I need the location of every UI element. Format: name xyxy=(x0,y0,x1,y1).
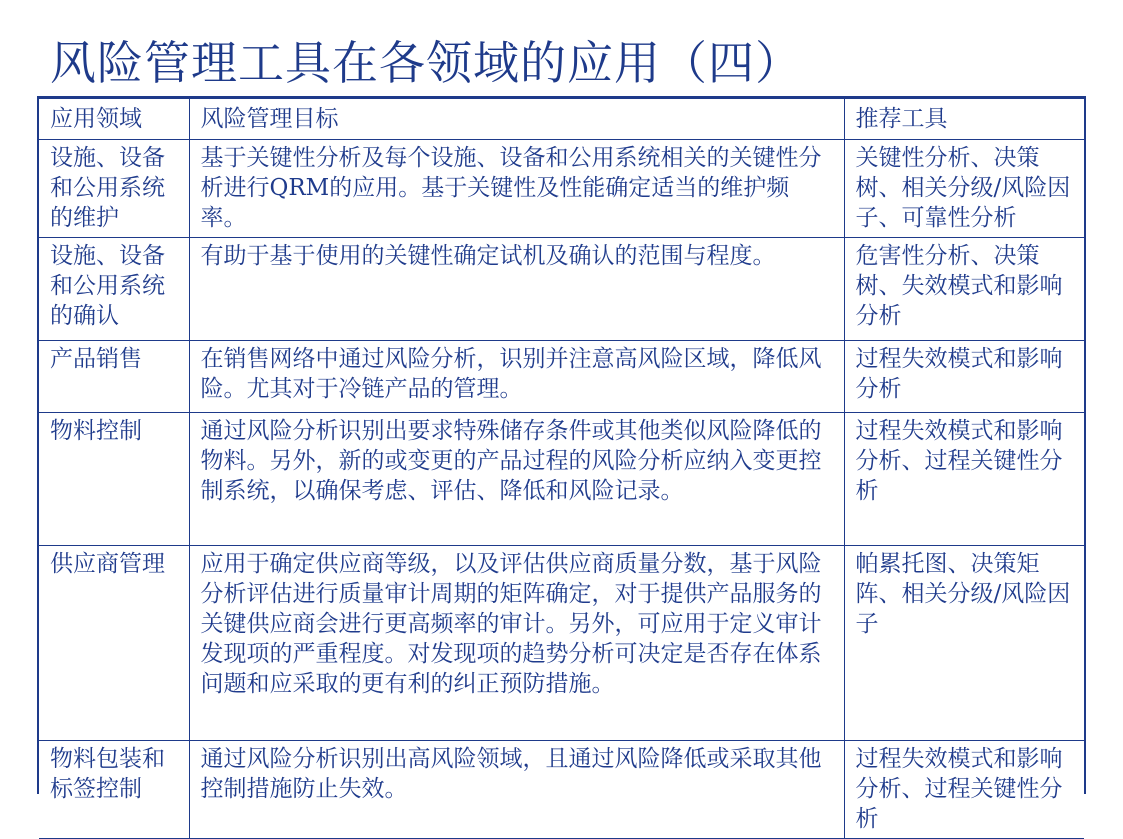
cell-area: 设施、设备和公用系统的维护 xyxy=(39,140,189,238)
cell-area: 产品销售 xyxy=(39,341,189,413)
cell-tools: 危害性分析、决策树、失效模式和影响分析 xyxy=(844,238,1084,341)
cell-tools: 过程失效模式和影响分析、过程关键性分析 xyxy=(844,413,1084,546)
risk-tools-table-container xyxy=(37,96,1086,832)
cell-area: 物料控制 xyxy=(39,413,189,546)
risk-tools-table xyxy=(39,99,1084,839)
cell-tools: 关键性分析、决策树、相关分级/风险因子、可靠性分析 xyxy=(844,140,1084,238)
cell-tools: 过程失效模式和影响分析、过程关键性分析 xyxy=(844,741,1084,839)
cell-area: 物料包装和标签控制 xyxy=(39,741,189,839)
cell-goal: 有助于基于使用的关键性确定试机及确认的范围与程度。 xyxy=(189,238,844,341)
page-title: 风险管理工具在各领域的应用（四） xyxy=(50,36,802,90)
table-row xyxy=(39,140,1084,238)
table-row xyxy=(39,238,1084,341)
table-header-row xyxy=(39,99,1084,140)
header-application-area: 应用领域 xyxy=(39,99,189,140)
cell-goal: 应用于确定供应商等级，以及评估供应商质量分数，基于风险分析评估进行质量审计周期的矩阵确定，对于提供产品服务的关键供应商会进行更高频率的审计。另外，可应用于定义审计发现项的严重程度。对发现项的趋势分析可决定是否存在体系问题和应采取的更有利的纠正预防措施。 xyxy=(189,546,844,741)
table-row xyxy=(39,546,1084,741)
header-recommended-tools: 推荐工具 xyxy=(844,99,1084,140)
cell-goal: 在销售网络中通过风险分析，识别并注意高风险区域，降低风险。尤其对于冷链产品的管理。 xyxy=(189,341,844,413)
header-risk-goal: 风险管理目标 xyxy=(189,99,844,140)
cell-tools: 帕累托图、决策矩阵、相关分级/风险因子 xyxy=(844,546,1084,741)
table-row xyxy=(39,413,1084,546)
cell-tools: 过程失效模式和影响分析 xyxy=(844,341,1084,413)
cell-goal: 通过风险分析识别出高风险领域，且通过风险降低或采取其他控制措施防止失效。 xyxy=(189,741,844,839)
cell-area: 供应商管理 xyxy=(39,546,189,741)
cell-goal: 通过风险分析识别出要求特殊储存条件或其他类似风险降低的物料。另外，新的或变更的产品过程的风险分析应纳入变更控制系统，以确保考虑、评估、降低和风险记录。 xyxy=(189,413,844,546)
cell-area: 设施、设备和公用系统的确认 xyxy=(39,238,189,341)
cell-goal: 基于关键性分析及每个设施、设备和公用系统相关的关键性分析进行QRM的应用。基于关键性及性能确定适当的维护频率。 xyxy=(189,140,844,238)
table-row xyxy=(39,741,1084,839)
table-row xyxy=(39,341,1084,413)
